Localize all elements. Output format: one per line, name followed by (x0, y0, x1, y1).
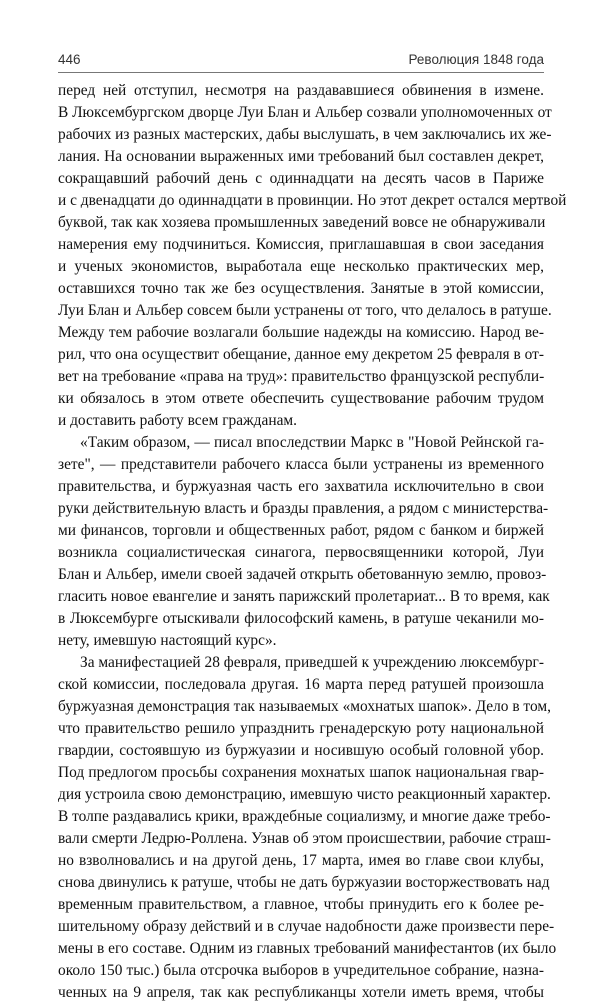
text-line: вет на требование «права на труд»: правительство французской республи- (58, 368, 545, 385)
text-line: вали смерти Ледрю-Роллена. Узнав об этом происшествии, рабочие страш- (58, 830, 551, 847)
body-text (58, 80, 567, 1004)
paragraph (58, 652, 557, 1004)
paragraph (58, 432, 550, 652)
text-line: зете", — представители рабочего класса были устранены из временного (58, 456, 544, 473)
text-line: правительства, и буржуазная часть его захватила исключительно в свои (58, 478, 544, 495)
text-line: Между тем рабочие возлагали большие надежды на комиссию. Народ ве- (58, 324, 544, 341)
text-line: и доставить работу всем гражданам. (58, 412, 297, 429)
text-line: руки действительную власть и бразды правления, а рядом с министерства- (58, 500, 549, 517)
text-line: намерения ему подчиниться. Комиссия, приглашавшая в свои заседания (58, 236, 544, 253)
text-line: в Люксембурге отыскивали философский камень, в ратуше чеканили мо- (58, 610, 544, 627)
text-line: гвардии, состоявшую из буржуазии и носившую особый головной убор. (58, 742, 544, 759)
text-line: нету, имевшую настоящий курс». (58, 632, 277, 649)
text-line: что правительство решило упразднить гренадерскую роту национальной (58, 720, 544, 737)
running-title: Революция 1848 года (408, 52, 544, 67)
text-line: снова двинулись к ратуше, чтобы не дать буржуазии восторжествовать над (58, 874, 550, 891)
text-line: мены в его составе. Одним из главных требований манифестантов (их было (58, 940, 557, 957)
text-line: За манифестацией 28 февраля, приведшей к учреждению люксембург- (80, 654, 544, 671)
text-line: оставшихся точно так же без осуществления. Занятые в этой комиссии, (58, 280, 544, 297)
text-line: «Таким образом, — писал впоследствии Маркс в "Новой Рейнской га- (80, 434, 544, 451)
text-line: рабочих из разных мастерских, дабы выслушать, в чем заключались их же- (58, 126, 552, 143)
text-line: но взволновались и на другой день, 17 марта, имея во главе свои клубы, (58, 852, 544, 869)
text-line: буквой, так как хозяева промышленных заведений вовсе не обнаруживали (58, 214, 546, 231)
text-line: лания. На основании выраженных ими требований был составлен декрет, (58, 148, 544, 165)
text-line: и ученых экономистов, выработала еще несколько практических мер, (58, 258, 544, 275)
text-line: буржуазная демонстрация так называемых «мохнатых шапок». Дело в том, (58, 698, 551, 715)
text-line: перед ней отступил, несмотря на раздававшиеся обвинения в измене. (58, 82, 544, 99)
text-line: Блан и Альбер, имели своей задачей открыть обетованную землю, провоз- (58, 566, 547, 583)
text-line: ми финансов, торговли и общественных работ, рядом с банком и биржей (58, 522, 544, 539)
text-line: гласить новое евангелие и занять парижский пролетариат... В то время, как (58, 588, 550, 605)
text-line: ской комиссии, последовала другая. 16 марта перед ратушей произошла (58, 676, 544, 693)
text-line: ченных на 9 апреля, так как республиканцы хотели иметь время, чтобы (58, 984, 544, 1001)
text-line: ки обязалось в этом ответе обеспечить существование рабочим трудом (58, 390, 544, 407)
text-line: Луи Блан и Альбер совсем были устранены от того, что делалось в ратуше. (58, 302, 552, 319)
text-line: сокращавший рабочий день с одиннадцати на десять часов в Париже (58, 170, 544, 187)
text-line: и с двенадцати до одиннадцати в провинции. Но этот декрет остался мертвой (58, 192, 567, 209)
text-line: Под предлогом просьбы сохранения мохнатых шапок национальная гвар- (58, 764, 544, 781)
text-line: рил, что она осуществит обещание, данное ему декретом 25 февраля в от- (58, 346, 544, 363)
text-line: В Люксембургском дворце Луи Блан и Альбер созвали уполномоченных от (58, 104, 552, 121)
text-line: временным правительством, а главное, чтобы принудить его к более ре- (58, 896, 544, 913)
header-rule (58, 72, 544, 73)
text-line: возникла социалистическая синагога, первосвященники которой, Луи (58, 544, 544, 561)
page-header (58, 52, 544, 72)
text-line: дия устроила свою демонстрацию, имевшую чисто реакционный характер. (58, 786, 551, 803)
text-line: около 150 тыс.) была отсрочка выборов в учредительное собрание, назна- (58, 962, 544, 979)
paragraph (58, 80, 567, 432)
text-line: В толпе раздавались крики, враждебные социализму, и многие даже требо- (58, 808, 551, 825)
page-number: 446 (58, 52, 81, 67)
text-line: шительному образу действий и в случае надобности даже произвести пере- (58, 918, 555, 935)
